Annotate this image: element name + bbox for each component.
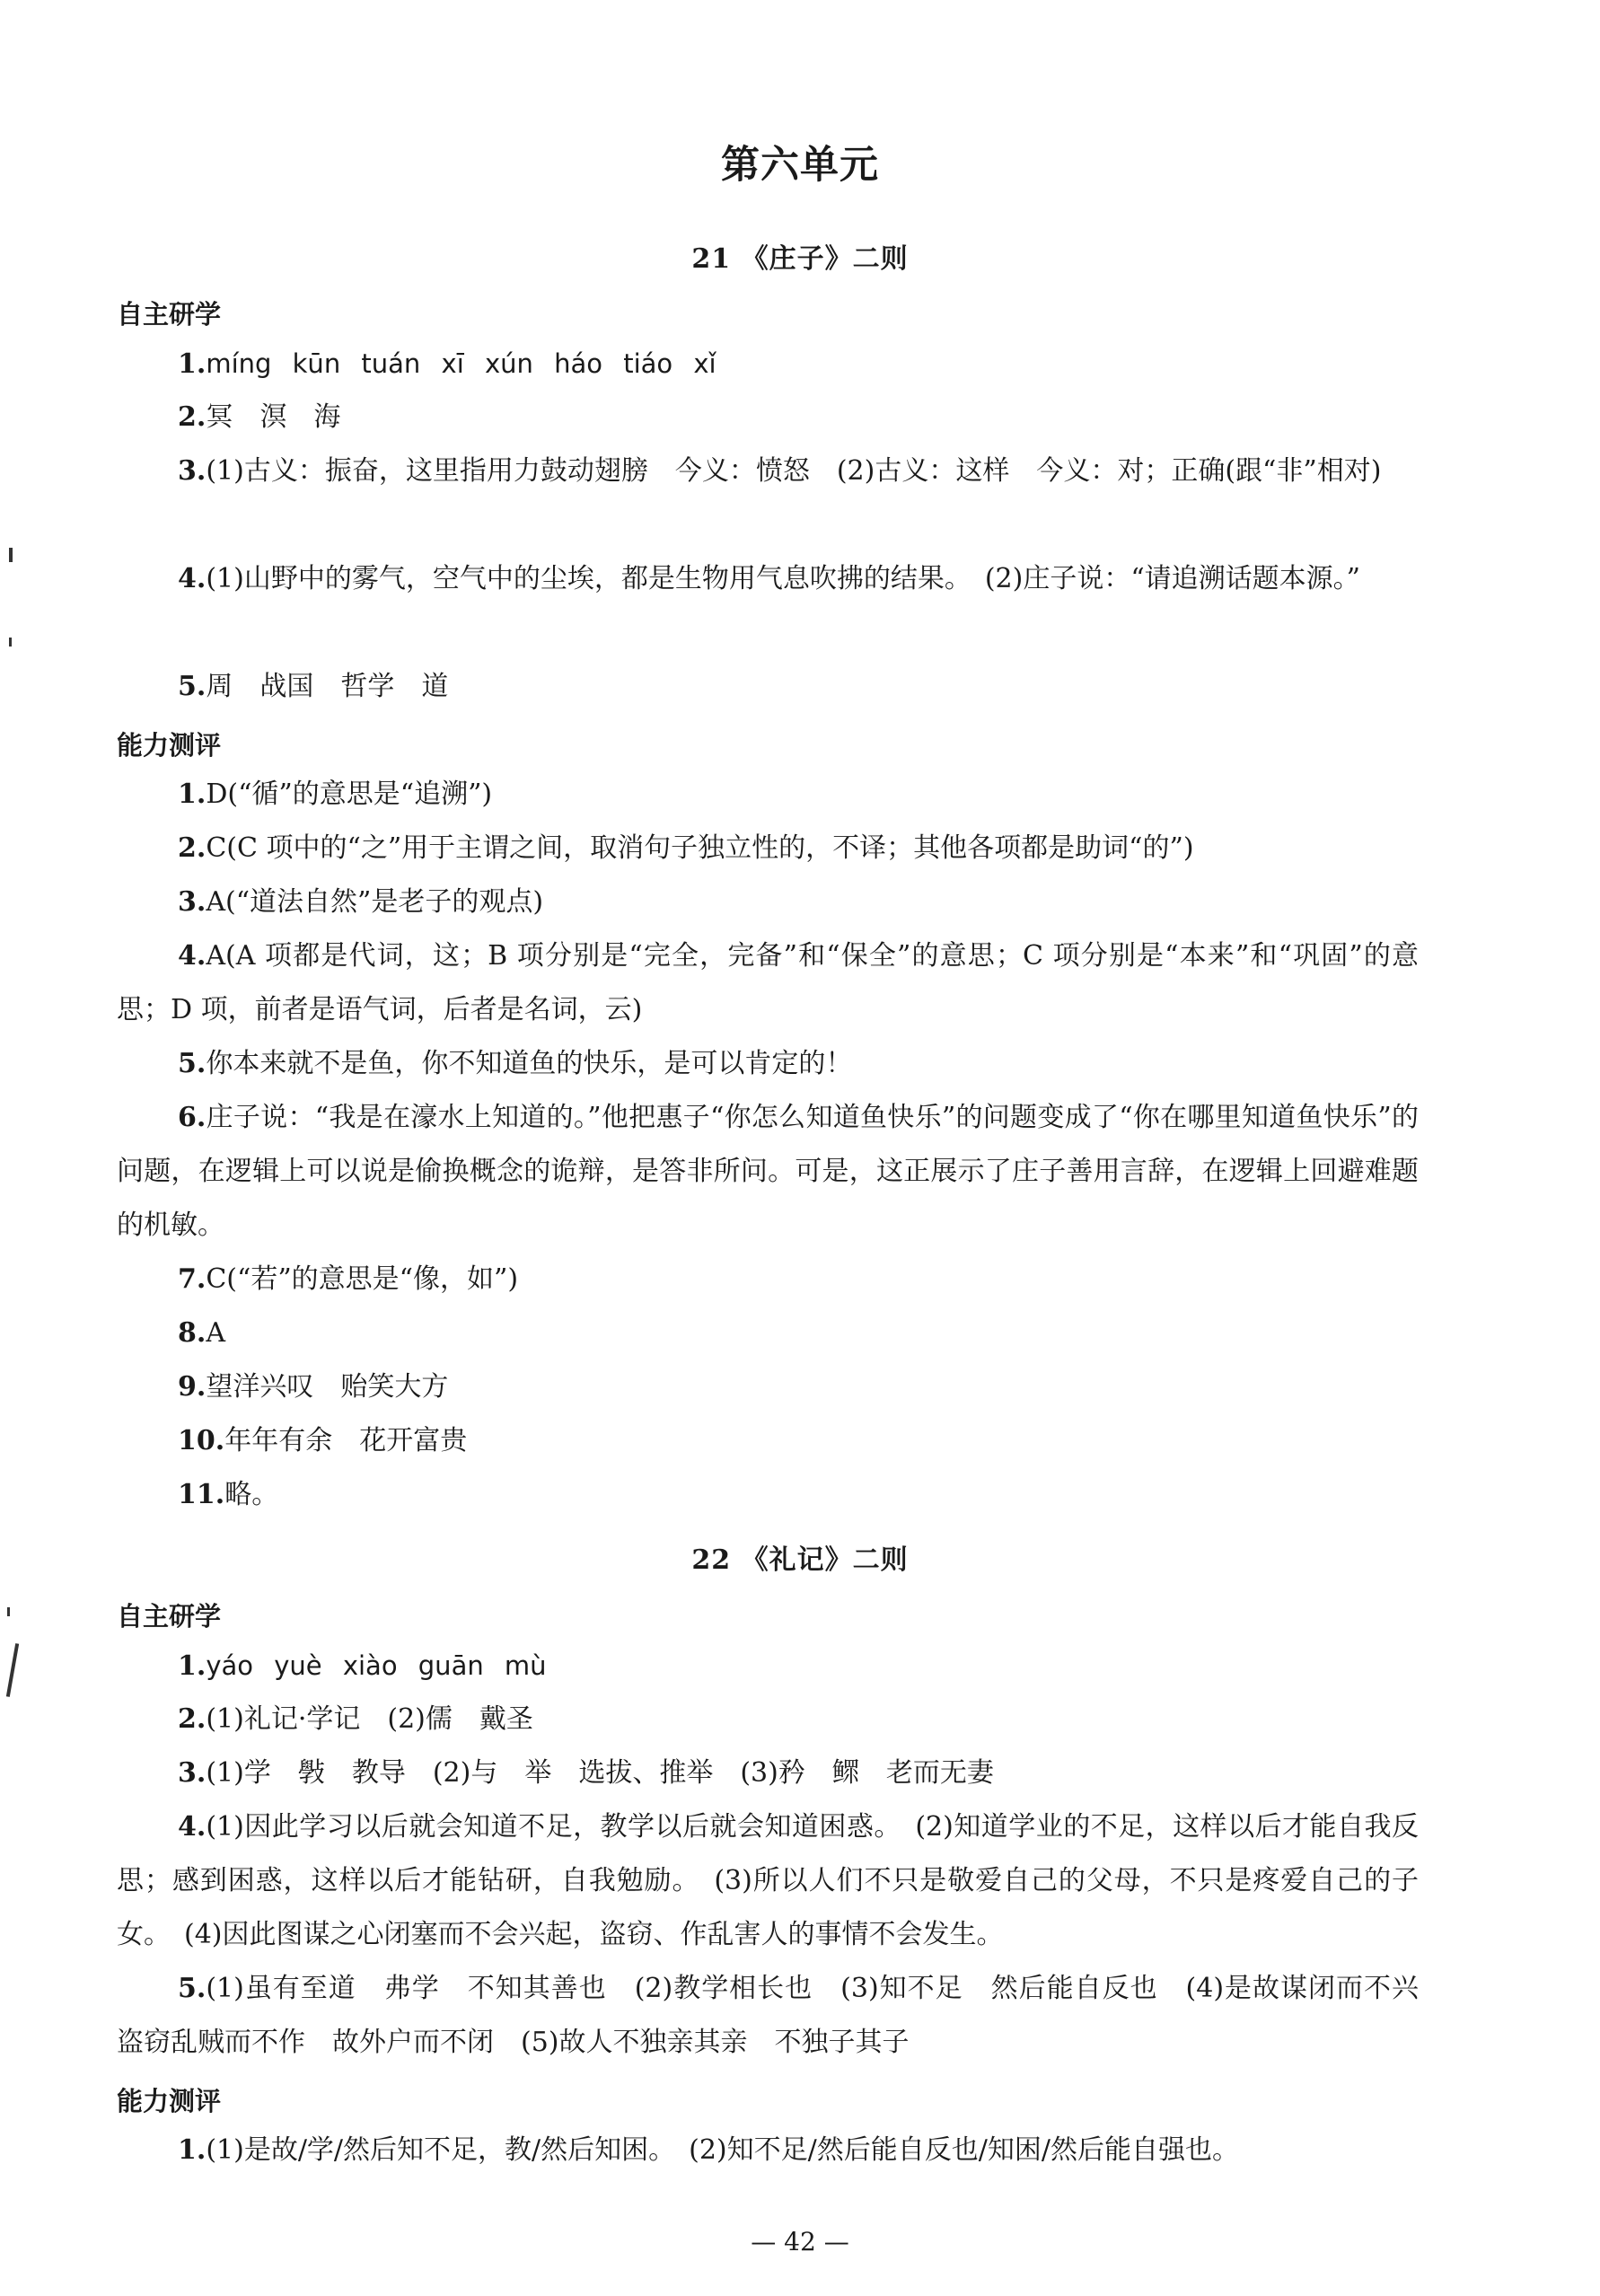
- answer-item: 8.A: [178, 1317, 225, 1349]
- answer-item: 2.冥 溟 海: [178, 401, 341, 433]
- section-heading: 能力测评: [117, 730, 222, 761]
- answer-item: 4.A(A 项都是代词，这；B 项分别是“完全，完备”和“保全”的意思；C 项分别是“本来”和“巩固”的意思；D 项，前者是语气词，后者是名词，云): [117, 940, 1419, 1025]
- answer-item: 2.C(C 项中的“之”用于主谓之间，取消句子独立性的，不译；其他各项都是助词“的”): [178, 832, 1194, 864]
- answer-item: 3.A(“道法自然”是老子的观点): [178, 886, 544, 918]
- unit-title: 第六单元: [721, 143, 879, 188]
- lesson-title: 21 《庄子》二则: [691, 243, 909, 275]
- answer-item: 5.(1)虽有至道 弗学 不知其善也 (2)教学相长也 (3)知不足 然后能自反也 (4)是故谋闭而不兴 盗窃乱贼而不作 故外户而不闭 (5)故人不独亲其亲 不独子其子: [117, 1973, 1446, 2058]
- lesson-title: 22 《礼记》二则: [691, 1544, 909, 1576]
- answer-item: 4.(1)因此学习以后就会知道不足，教学以后就会知道困惑。 (2)知道学业的不足，这样以后才能自我反思；感到困惑，这样以后才能钻研，自我勉励。 (3)所以人们不只是敬爱自己的父母，不只是疼爱自己的子女。 (4)因此图谋之心闭塞而不会兴起，盗窃、作乱害人的事情不会发生。: [117, 1811, 1419, 1950]
- section-heading: 自主研学: [117, 299, 222, 330]
- answer-item: 11.略。: [178, 1479, 279, 1510]
- answer-item: 1.D(“循”的意思是“追溯”): [178, 779, 493, 810]
- margin-mark: [9, 638, 12, 647]
- answer-item: 1.míng kūn tuán xī xún háo tiáo xǐ: [178, 348, 716, 380]
- answer-item: 2.(1)礼记·学记 (2)儒 戴圣: [178, 1703, 533, 1735]
- answer-item: 5.周 战国 哲学 道: [178, 671, 449, 702]
- answer-item: 7.C(“若”的意思是“像，如”): [178, 1263, 519, 1295]
- section-heading: 能力测评: [117, 2086, 222, 2116]
- page-number: — 42 —: [751, 2227, 849, 2256]
- section-heading: 自主研学: [117, 1601, 222, 1632]
- answer-item: 10.年年有余 花开富贵: [178, 1425, 468, 1456]
- answer-item: 3.(1)学 斅 教导 (2)与 举 选拔、推举 (3)矜 鳏 老而无妻: [178, 1757, 994, 1789]
- margin-mark: [9, 548, 13, 562]
- answer-item: 6.庄子说：“我是在濠水上知道的。”他把惠子“你怎么知道鱼快乐”的问题变成了“你在哪里知道鱼快乐”的问题，在逻辑上可以说是偷换概念的诡辩，是答非所问。可是，这正展示了庄子善用言辞，在逻辑上回避难题的机敏。: [117, 1102, 1419, 1241]
- answer-item: 4.(1)山野中的雾气，空气中的尘埃，都是生物用气息吹拂的结果。 (2)庄子说：“请追溯话题本源。”: [178, 563, 1360, 594]
- margin-mark: [7, 1607, 10, 1616]
- answer-item: 5.你本来就不是鱼，你不知道鱼的快乐，是可以肯定的！: [178, 1048, 853, 1079]
- answer-item: 1.(1)是故/学/然后知不足，教/然后知困。 (2)知不足/然后能自反也/知困/然后能自强也。: [178, 2134, 1239, 2166]
- answer-item: 9.望洋兴叹 贻笑大方: [178, 1371, 449, 1403]
- margin-mark: [6, 1643, 19, 1697]
- answer-item: 3.(1)古义：振奋，这里指用力鼓动翅膀 今义：愤怒 (2)古义：这样 今义：对；正确(跟“非”相对): [178, 455, 1382, 487]
- answer-item: 1.yáo yuè xiào guān mù: [178, 1650, 547, 1682]
